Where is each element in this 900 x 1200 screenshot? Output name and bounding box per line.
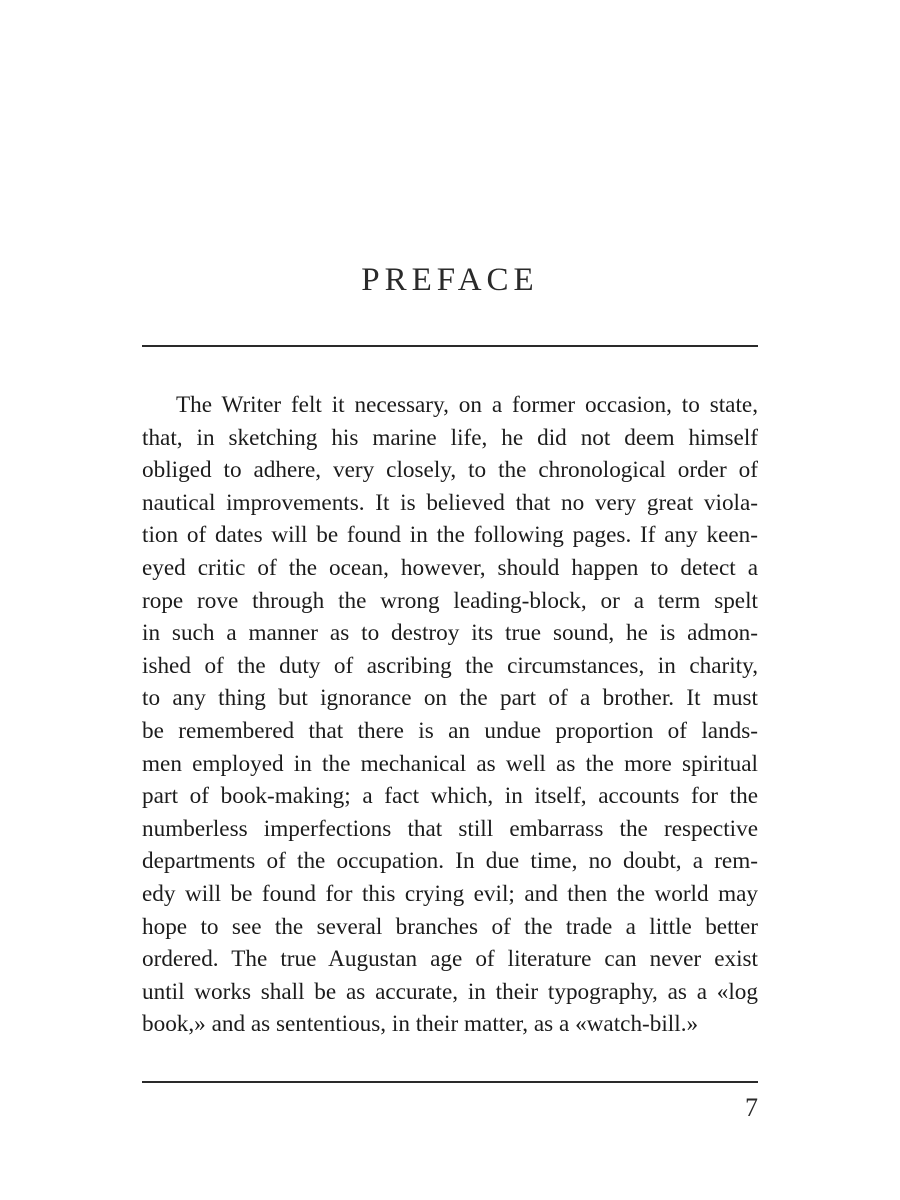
- text-line: The Writer felt it necessary, on a former occasion, to state,: [176, 392, 758, 418]
- text-line: ished of the duty of ascribing the circumstances, in charity,: [142, 652, 758, 679]
- text-line: be remembered that there is an undue proportion of lands-: [142, 717, 758, 744]
- text-line: nautical improvements. It is believed that no very great viola-: [142, 489, 758, 516]
- text-line: numberless imperfections that still embarrass the respective: [142, 815, 758, 842]
- text-line: departments of the occupation. In due time, no doubt, a rem-: [142, 848, 758, 875]
- text-line: in such a manner as to destroy its true sound, he is admon-: [142, 620, 758, 647]
- page-title: PREFACE: [361, 262, 539, 298]
- text-line: ordered. The true Augustan age of literature can never exist: [142, 946, 758, 973]
- text-line: book,» and as sententious, in their matter, as a «watch-bill.»: [142, 1011, 699, 1038]
- text-line: part of book-making; a fact which, in itself, accounts for the: [142, 783, 758, 810]
- preface-paragraph: [142, 389, 758, 1041]
- text-line: tion of dates will be found in the following pages. If any keen-: [142, 522, 758, 549]
- page-number: 7: [745, 1093, 758, 1122]
- text-line: hope to see the several branches of the trade a little better: [142, 913, 758, 940]
- top-divider: [142, 345, 758, 347]
- text-line: to any thing but ignorance on the part of a brother. It must: [142, 685, 758, 712]
- text-line: until works shall be as accurate, in their typography, as a «log: [142, 978, 758, 1005]
- text-line: obliged to adhere, very closely, to the chronological order of: [142, 457, 758, 484]
- text-line: men employed in the mechanical as well as the more spiritual: [142, 750, 758, 777]
- bottom-divider: [142, 1081, 758, 1083]
- text-line: edy will be found for this crying evil; and then the world may: [142, 880, 758, 907]
- text-line: that, in sketching his marine life, he did not deem himself: [142, 424, 758, 451]
- text-line: eyed critic of the ocean, however, should happen to detect a: [142, 554, 758, 581]
- text-line: rope rove through the wrong leading-block, or a term spelt: [142, 587, 758, 614]
